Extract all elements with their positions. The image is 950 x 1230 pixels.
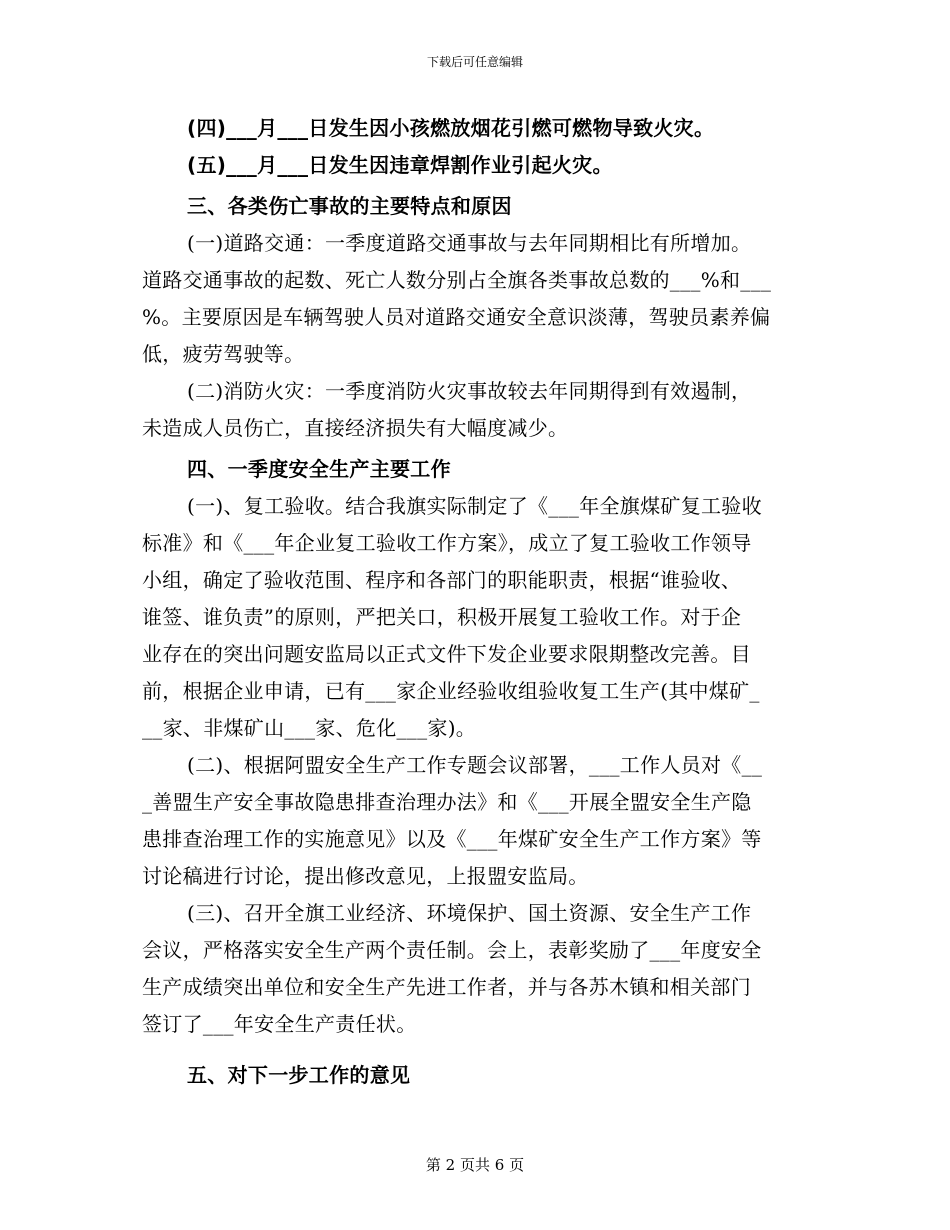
section-heading-line: 三、各类伤亡事故的主要特点和原因 <box>187 194 512 218</box>
section-heading-line: 四、一季度安全生产主要工作 <box>187 457 451 481</box>
paragraph-line: 小组，确定了验收范围、程序和各部门的职能职责，根据“谁验收、 <box>142 568 742 592</box>
section-heading-line: (四)___月___日发生因小孩燃放烟花引燃可燃物导致火灾。 <box>187 116 715 140</box>
document-body <box>142 110 810 1094</box>
paragraph-line: _善盟生产安全事故隐患排查治理办法》和《___开展全盟安全生产隐 <box>142 790 752 814</box>
page-footer: 第 2 页共 6 页 <box>425 1156 525 1174</box>
paragraph-line: 道路交通事故的起数、死亡人数分别占全旗各类事故总数的___%和___ <box>142 268 772 292</box>
paragraph-line: 标准》和《___年企业复工验收工作方案》，成立了复工验收工作领导 <box>142 531 752 555</box>
paragraph-line: 谁签、谁负责”的原则，严把关口，积极开展复工验收工作。对于企 <box>142 605 742 629</box>
page-header: 下载后可任意编辑 <box>426 55 523 69</box>
paragraph-line: 讨论稿进行讨论，提出修改意见，上报盟安监局。 <box>142 864 589 888</box>
section-heading-line: 五、对下一步工作的意见 <box>187 1063 411 1087</box>
paragraph-line: __家、非煤矿山___家、危化___家)。 <box>142 716 477 740</box>
paragraph-line: 会议，严格落实安全生产两个责任制。会上，表彰奖励了___年度安全 <box>142 938 762 962</box>
paragraph-line: 前，根据企业申请，已有___家企业经验收组验收复工生产(其中煤矿_ <box>142 679 760 703</box>
paragraph-line: %。主要原因是车辆驾驶人员对道路交通安全意识淡薄，驾驶员素养偏 <box>142 305 771 329</box>
paragraph-line: (三)、召开全旗工业经济、环境保护、国土资源、安全生产工作 <box>187 901 752 925</box>
paragraph-line: 患排查治理工作的实施意见》以及《___年煤矿安全生产工作方案》等 <box>142 827 762 851</box>
paragraph-line: (一)道路交通：一季度道路交通事故与去年同期相比有所增加。 <box>187 231 752 255</box>
paragraph-line: 低，疲劳驾驶等。 <box>142 342 305 366</box>
paragraph-line: 生产成绩突出单位和安全生产先进工作者，并与各苏木镇和相关部门 <box>142 975 751 999</box>
paragraph-line: 未造成人员伤亡，直接经济损失有大幅度减少。 <box>142 416 569 440</box>
paragraph-line: 业存在的突出问题安监局以正式文件下发企业要求限期整改完善。目 <box>142 642 751 666</box>
paragraph-line: (二)消防火灾：一季度消防火灾事故较去年同期得到有效遏制， <box>187 379 752 403</box>
paragraph-line: 签订了___年安全生产责任状。 <box>142 1012 417 1036</box>
section-heading-line: (五)___月___日发生因违章焊割作业引起火灾。 <box>187 153 613 177</box>
paragraph-line: (一)、复工验收。结合我旗实际制定了《___年全旗煤矿复工验收 <box>187 494 762 518</box>
paragraph-line: (二)、根据阿盟安全生产工作专题会议部署，___工作人员对《__ <box>187 753 763 777</box>
